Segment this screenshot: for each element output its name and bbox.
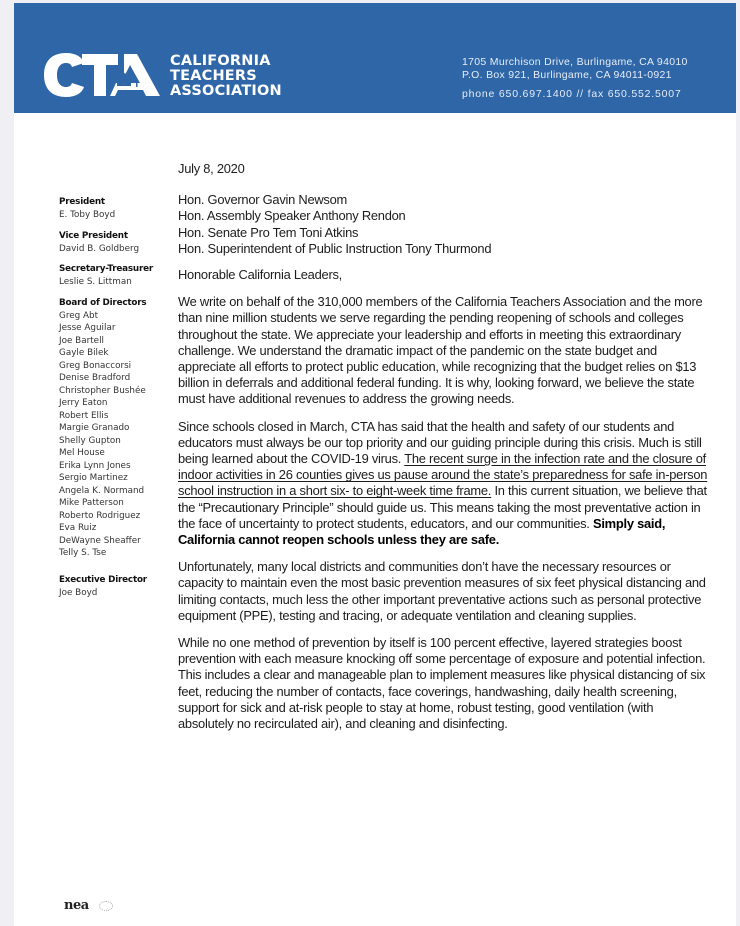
officer-president [59,196,179,222]
officer-title: Vice President [59,230,128,241]
paragraph-4: While no one method of prevention by itself is 100 percent effective, layered strategies boost prevention with each measure knocking off some percentage of exposure and potential infection. This includes a clear and manageable plan to implement measures like physical distancing of six feet, reducing the number of contacts, face coverings, handwashing, daily health screening, support for sick and at-risk people to stay at home, robust testing, good ventilation (with absolutely no recirculated air), and cleaning and disinfecting. [178,635,706,732]
board-member: Margie Granado [59,423,130,433]
officer-name: E. Toby Boyd [59,210,116,220]
recipient: Hon. Governor Gavin Newsom [178,192,348,208]
board-member: Roberto Rodriguez [59,510,141,521]
board-member: Jerry Eaton [59,398,108,408]
board-member: Sergio Martinez [59,473,128,483]
phone-fax: phone 650.697.1400 // fax 650.552.5007 [462,88,682,100]
contact-block [462,56,688,101]
letterhead-banner [14,3,736,113]
salutation: Honorable California Leaders, [178,267,343,283]
org-name-line: TEACHERS [170,68,257,84]
paragraph-3: Unfortunately, many local districts and communities don’t have the necessary resources or capacity to maintain even the most basic prevention measures of six feet physical distancing and limiting contacts, much less the other important preventative actions such as personal protective equipment (PPE), testing and tracing, or adequate ventilation and cleaning supplies. [178,559,706,623]
officer-secretary-treasurer [59,263,179,289]
board-member: Shelly Gupton [59,435,121,446]
union-bug-icon [99,901,113,911]
board-of-directors [59,297,179,560]
board-member: Mel House [59,448,105,458]
footer [64,898,113,913]
paragraph-2-middle: In this current situation, we believe that the “Precautionary Principle” should guide us. This means taking the most preventative action in the face of uncertainty to protect students, educators, and our communities. [178,483,707,531]
po-box-address: P.O. Box 921, Burlingame, CA 94011-0921 [462,69,672,81]
officer-title: President [59,197,105,207]
cta-logo-icon [44,53,160,97]
paragraph-2-intro: Since schools closed in March, CTA has said that the health and safety of our students and educators must always be our top priority and our guiding principle during this crisis. Much is still being learned about the COVID-19 virus. [178,418,702,467]
letter-date: July 8, 2020 [178,161,245,176]
board-title: Board of Directors [59,297,147,308]
paragraph-2 [178,419,708,549]
recipient-list [178,192,738,257]
officer-executive-director [59,574,179,600]
nea-logo-icon: nea [64,898,89,913]
letter-body [178,161,738,743]
board-member: Mike Patterson [59,498,124,508]
recipient: Hon. Superintendent of Public Instruction Tony Thurmond [178,240,492,256]
board-member: Joe Bartell [59,335,104,346]
board-member: Telly S. Tse [59,548,107,558]
org-name-line: CALIFORNIA [170,53,271,69]
officer-name: Joe Boyd [59,587,98,598]
street-address: 1705 Murchison Drive, Burlingame, CA 94010 [462,56,688,68]
board-member: Gayle Bilek [59,348,109,358]
recipient: Hon. Assembly Speaker Anthony Rendon [178,208,406,224]
board-member: Jesse Aguilar [59,323,116,333]
officer-title: Executive Director [59,574,147,585]
letter-page [14,3,736,926]
officers-sidebar [59,196,179,607]
board-member: Robert Ellis [59,410,109,421]
recipient: Hon. Senate Pro Tem Toni Atkins [178,224,359,240]
board-member: Eva Ruiz [59,523,97,533]
org-name-line: ASSOCIATION [170,83,282,99]
org-name [170,54,282,99]
paragraph-2-underlined: The recent surge in the infection rate and the closure of indoor activities in 26 counties gives us pause around the state’s preparedness for safe in-person school instruction in a short six- to eight-week time frame. [178,451,708,499]
officer-title: Secretary-Treasurer [59,264,154,274]
paragraph-2-bold-statement: Simply said, California cannot reopen schools unless they are safe. [178,515,666,548]
board-member: Erika Lynn Jones [59,460,131,471]
board-member: Christopher Bushée [59,385,146,396]
board-member: Greg Bonaccorsi [59,360,132,371]
officer-name: Leslie S. Littman [59,277,132,287]
officer-name: David B. Goldberg [59,243,140,254]
board-member: DeWayne Sheaffer [59,535,141,546]
board-member: Angela K. Normand [59,485,145,496]
board-member: Greg Abt [59,310,99,321]
board-member-list [59,310,179,560]
board-member: Denise Bradford [59,373,131,383]
paragraph-1: We write on behalf of the 310,000 members of the California Teachers Association and the more than nine million students we serve regarding the pending reopening of schools and colleges throughout the state. We appreciate your leadership and efforts in meeting this extraordinary challenge. We understand the dramatic impact of the pandemic on the state budget and appreciate all efforts to protect public education, while recognizing that the budget relies on $13 billion in deferrals and additional federal funding. It is why, looking forward, we believe the state must have additional revenues to address the growing needs. [178,294,703,407]
officer-vice-president [59,230,179,256]
